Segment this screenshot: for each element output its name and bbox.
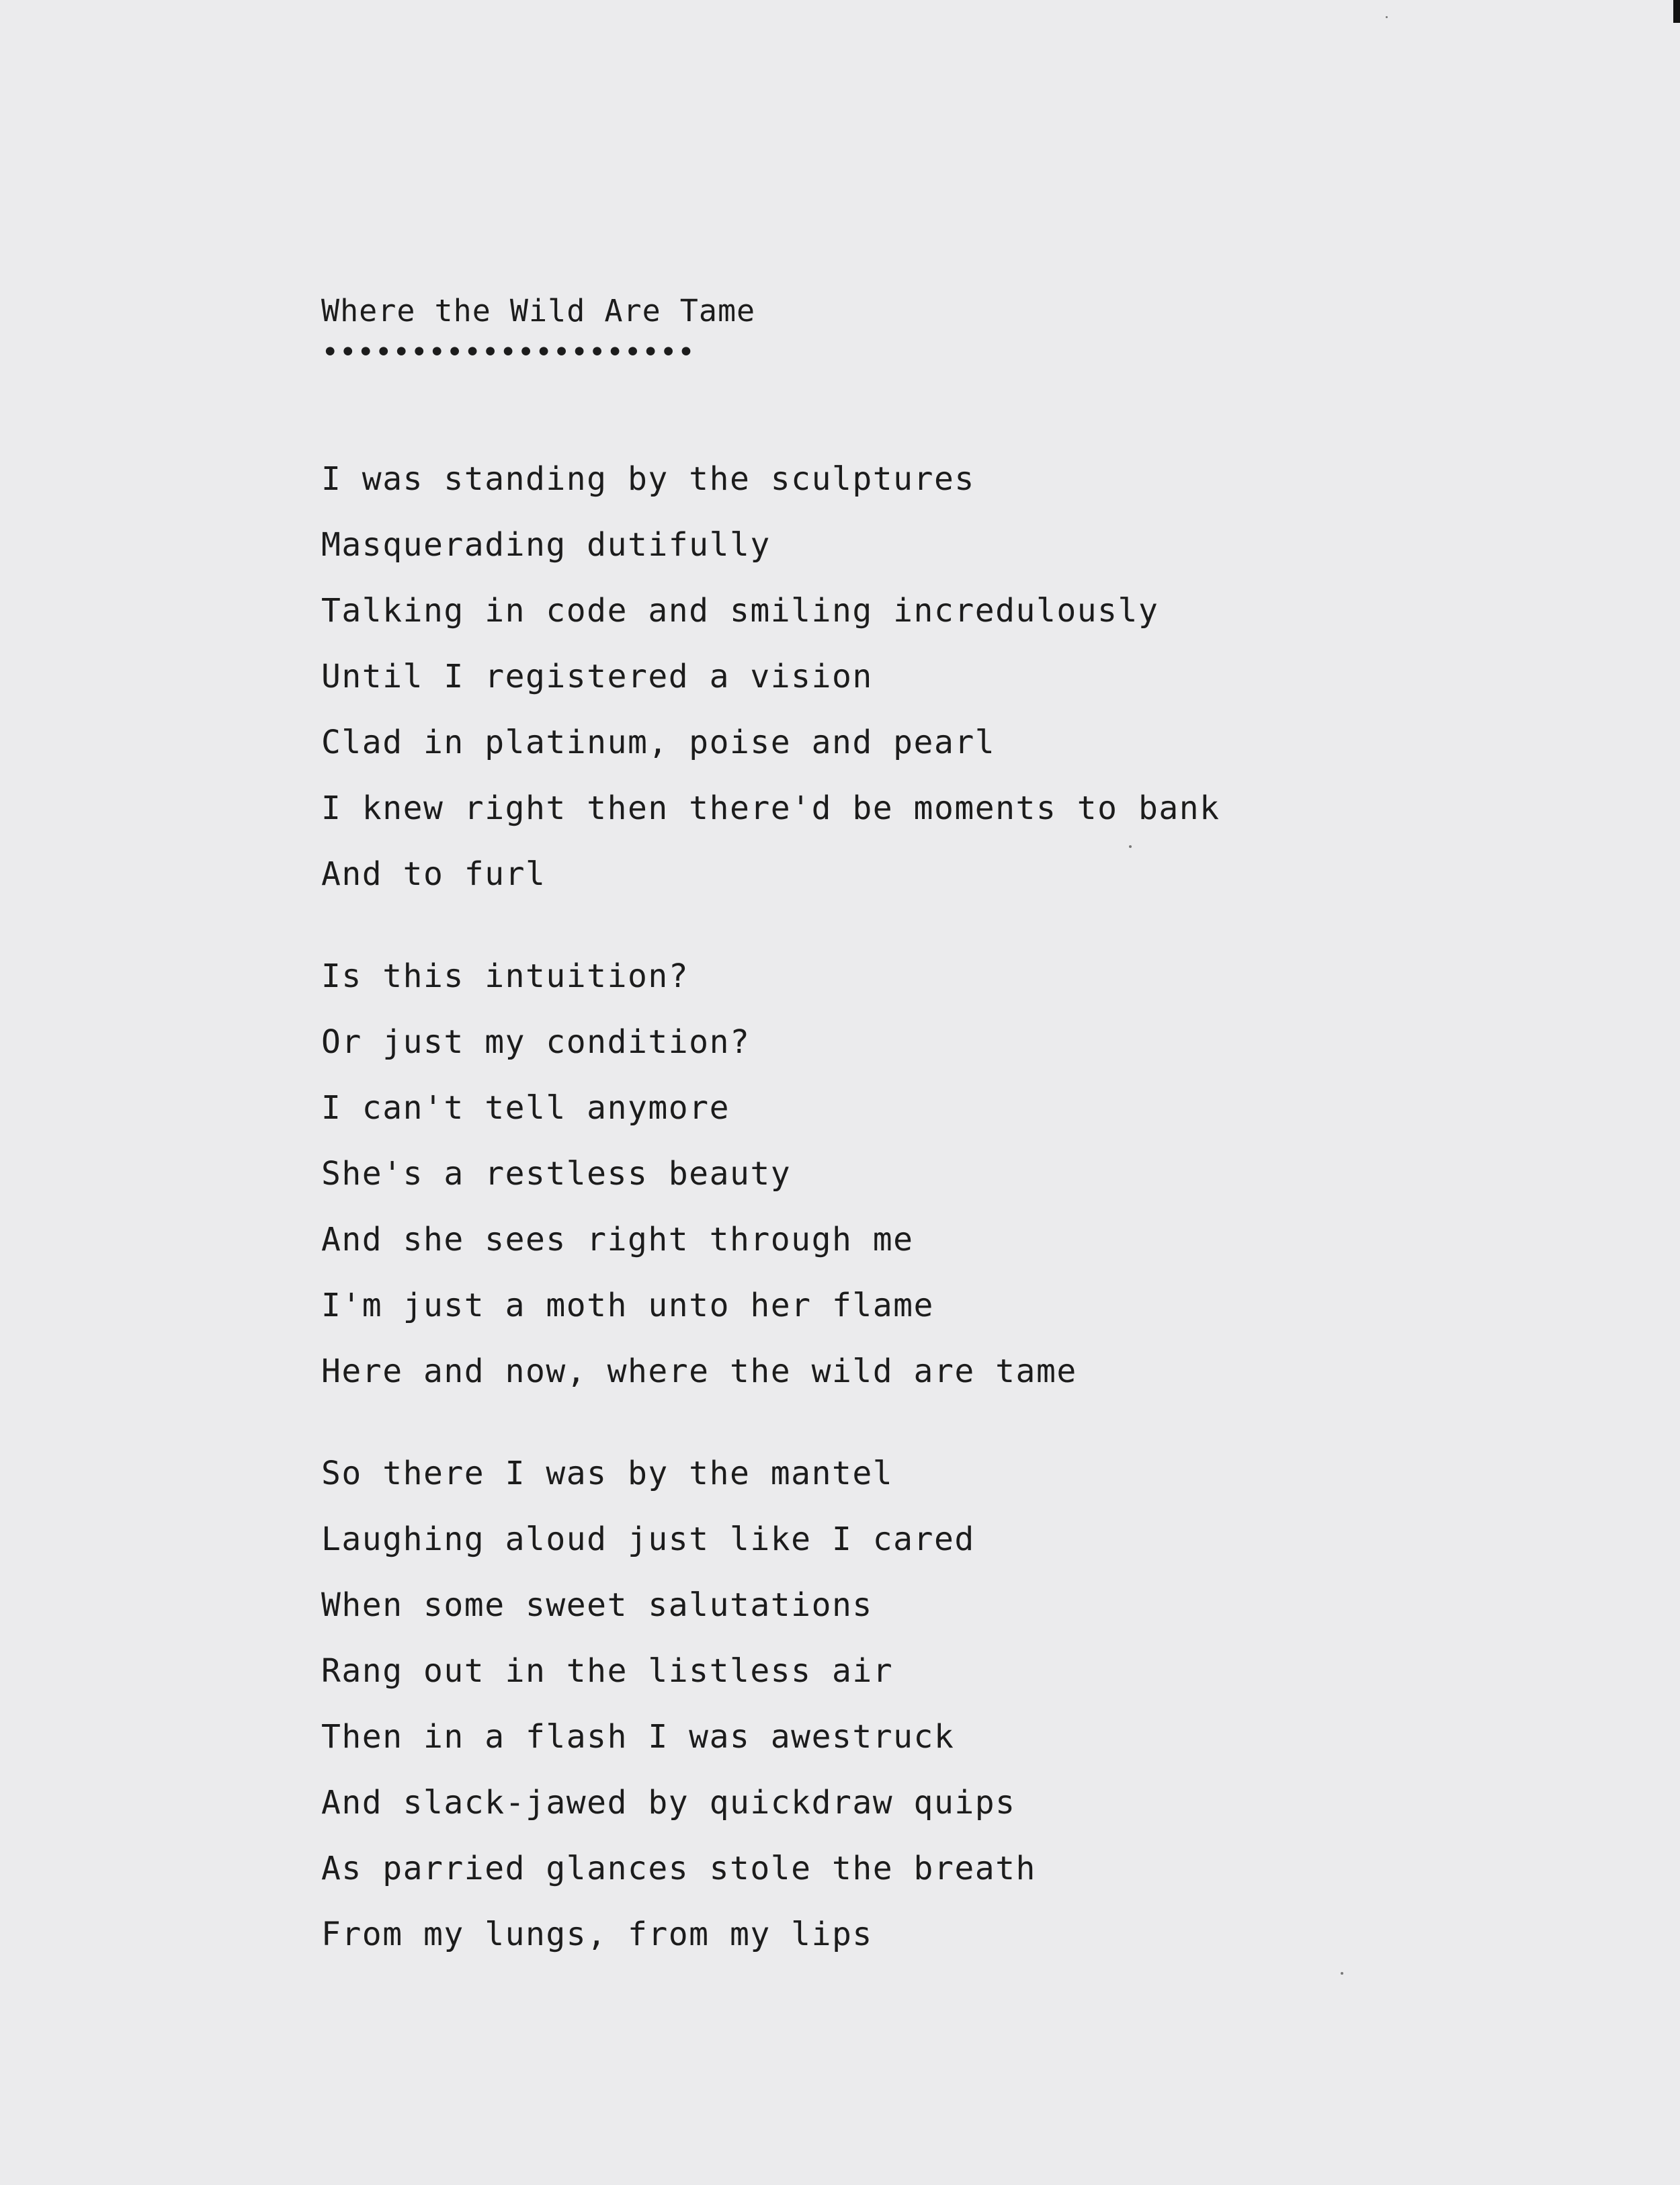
poem-line: She's a restless beauty bbox=[321, 1155, 792, 1193]
stanza-1 bbox=[321, 456, 1220, 916]
paper-speck bbox=[1341, 1972, 1343, 1975]
poem-line: Rang out in the listless air bbox=[321, 1652, 894, 1690]
poem-line: I was standing by the sculptures bbox=[321, 460, 975, 498]
poem-line: As parried glances stole the breath bbox=[321, 1850, 1036, 1887]
paper-speck bbox=[1129, 845, 1132, 848]
poem-line: Clad in platinum, poise and pearl bbox=[321, 724, 996, 761]
poem-line: And slack-jawed by quickdraw quips bbox=[321, 1784, 1016, 1822]
poem-line: Masquerading dutifully bbox=[321, 526, 771, 564]
edge-mark bbox=[1673, 0, 1680, 23]
poem-line: Until I registered a vision bbox=[321, 658, 873, 695]
poem-line: And to furl bbox=[321, 855, 546, 893]
poem-line: I knew right then there'd be moments to bank bbox=[321, 789, 1220, 827]
poem-line: Talking in code and smiling incredulously bbox=[321, 592, 1159, 630]
poem-title: Where the Wild Are Tame bbox=[321, 293, 756, 329]
title-underline-dots: ••••••••••••••••••••• bbox=[321, 335, 696, 370]
paper-speck bbox=[1386, 16, 1388, 18]
poem-line: From my lungs, from my lips bbox=[321, 1916, 873, 1953]
poem-line: Here and now, where the wild are tame bbox=[321, 1353, 1077, 1390]
poem-line: Or just my condition? bbox=[321, 1023, 751, 1061]
poem-line: I can't tell anymore bbox=[321, 1089, 730, 1127]
stanza-2 bbox=[321, 953, 1077, 1414]
poem-line: Laughing aloud just like I cared bbox=[321, 1520, 975, 1558]
poem-line: And she sees right through me bbox=[321, 1221, 914, 1258]
stanza-3 bbox=[321, 1450, 1036, 1977]
poem-line: So there I was by the mantel bbox=[321, 1455, 894, 1492]
poem-line: Then in a flash I was awestruck bbox=[321, 1718, 955, 1756]
poem-line: Is this intuition? bbox=[321, 957, 689, 995]
poem-line: When some sweet salutations bbox=[321, 1586, 873, 1624]
poem-line: I'm just a moth unto her flame bbox=[321, 1287, 934, 1324]
